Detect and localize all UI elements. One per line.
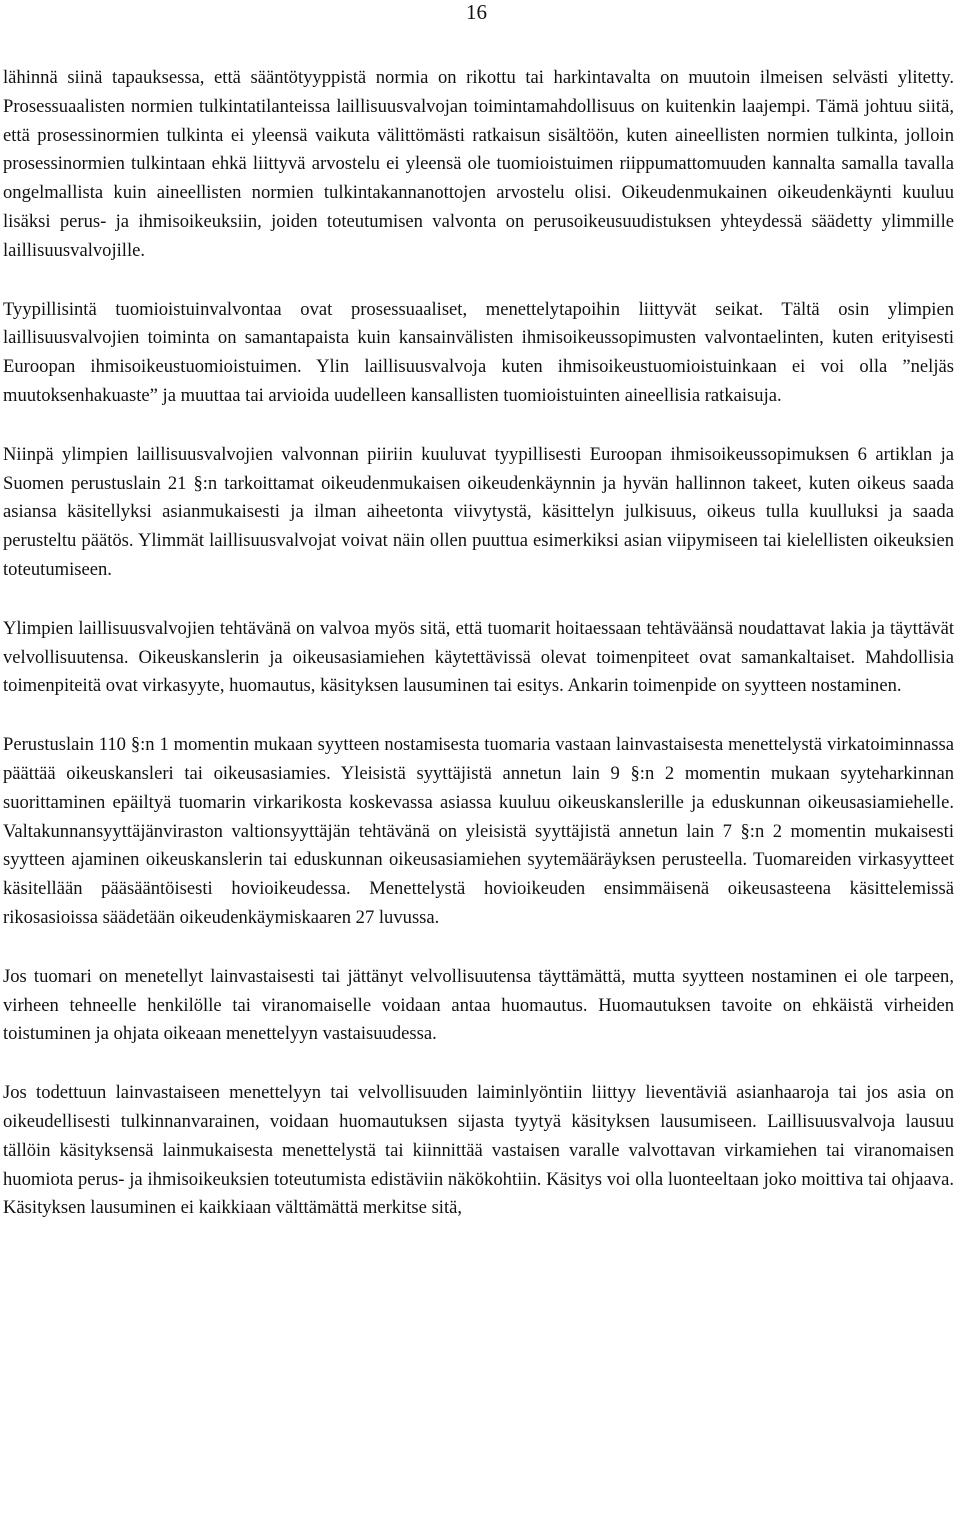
paragraph-3: Niinpä ylimpien laillisuusvalvojien valvonnan piiriin kuuluvat tyypillisesti Euroopan ihmisoikeussopimuksen 6 artiklan ja Suomen perustuslain 21 §:n tarkoittamat oikeudenmukaisen oikeudenkäynnin ja hyvän hallinnon takeet, kuten oikeus saada asiansa käsitellyksi asianmukaisesti ja ilman aiheetonta viivytystä, käsittelyn julkisuus, oikeus tulla kuulluksi ja saada perusteltu päätös. Ylimmät laillisuusvalvojat voivat näin ollen puuttua esimerkiksi asian viipymiseen tai kielellisten oikeuksien toteutumiseen.	[3, 443, 954, 580]
paragraph-4: Ylimpien laillisuusvalvojien tehtävänä on valvoa myös sitä, että tuomarit hoitaessaan tehtäväänsä noudattavat lakia ja täyttävät velvollisuutensa. Oikeuskanslerin ja oikeusasiamiehen käytettävissä olevat toimenpiteet ovat samankaltaiset. Mahdollisia toimenpiteitä ovat virkasyyte, huomautus, käsityksen lausuminen tai esitys. Ankarin toimenpide on syytteen nostaminen.	[3, 617, 954, 697]
page-header	[0, 0, 960, 26]
paragraph-6: Jos tuomari on menetellyt lainvastaisesti tai jättänyt velvollisuutensa täyttämättä, mutta syytteen nostaminen ei ole tarpeen, virheen tehneelle henkilölle tai viranomaiselle voidaan antaa huomautus. Huomautuksen tavoite on ehkäistä virheiden toistuminen ja ohjata oikeaan menettelyyn vastaisuudessa.	[3, 965, 954, 1045]
paragraph-7: Jos todettuun lainvastaiseen menettelyyn tai velvollisuuden laiminlyöntiin liittyy lieventäviä asianhaaroja tai jos asia on oikeudellisesti tulkinnanvarainen, voidaan huomautuksen sijasta tyytyä käsityksen lausumiseen. Laillisuusvalvoja lausuu tällöin käsityksensä lainmukaisesta menettelystä tai kiinnittää vastaisen varalle valvottavan virkamiehen tai viranomaisen huomiota perus- ja ihmisoikeuksien toteutumista edistäviin näkökohtiin. Käsitys voi olla luonteeltaan joko moittiva tai ohjaava. Käsityksen lausuminen ei kaikkiaan välttämättä merkitse sitä,	[3, 1082, 954, 1219]
paragraph-1: lähinnä siinä tapauksessa, että sääntötyyppistä normia on rikottu tai harkintavalta on muutoin ilmeisen selvästi ylitetty. Prosessuaalisten normien tulkintatilanteissa laillisuusvalvojan toimintamahdollisuus on kuitenkin laajempi. Tämä johtuu siitä, että prosessinormien tulkinta ei yleensä vaikuta välittömästi ratkaisun sisältöön, kuten aineellisten normien tulkinta, jolloin prosessinormien tulkintaan ehkä liittyvä arvostelu ei yleensä ole tuomioistuimen riippumattomuuden kannalta samalla tavalla ongelmallista kuin aineellisten normien tulkintakannanottojen arvostelu olisi. Oikeudenmukainen oikeudenkäynti kuuluu lisäksi perus- ja ihmisoikeuksiin, joiden toteutumisen valvonta on perusoikeusuudistuksen yhteydessä säädetty ylimmille laillisuusvalvojille.	[3, 67, 954, 261]
document-body	[3, 64, 954, 1253]
page-number: 16	[466, 0, 487, 24]
paragraph-2: Tyypillisintä tuomioistuinvalvontaa ovat prosessuaaliset, menettelytapoihin liittyvät seikat. Tältä osin ylimpien laillisuusvalvojien toiminta on samantapaista kuin kansainvälisten ihmisoikeussopimusten valvontaelinten, kuten erityisesti Euroopan ihmisoikeustuomioistuimen. Ylin laillisuusvalvoja kuten ihmisoikeustuomioistuinkaan ei voi olla ”neljäs muutoksenhakuaste” ja muuttaa tai arvioida uudelleen kansallisten tuomioistuinten aineellisia ratkaisuja.	[3, 298, 954, 406]
paragraph-5: Perustuslain 110 §:n 1 momentin mukaan syytteen nostamisesta tuomaria vastaan lainvastaisesta menettelystä virkatoiminnassa päättää oikeuskansleri tai oikeusasiamies. Yleisistä syyttäjistä annetun lain 9 §:n 2 momentin mukaan syyteharkinnan suorittaminen epäiltyä tuomarin virkarikosta koskevassa asiassa kuuluu oikeuskanslerille ja eduskunnan oikeusasiamiehelle. Valtakunnansyyttäjänviraston valtionsyyttäjän tehtävänä on yleisistä syyttäjistä annetun lain 7 §:n 2 momentin mukaisesti syytteen ajaminen oikeuskanslerin tai eduskunnan oikeusasiamiehen syytemääräyksen perusteella. Tuomareiden virkasyytteet käsitellään pääsääntöisesti hovioikeudessa. Menettelystä hovioikeuden ensimmäisenä oikeusasteena käsittelemissä rikosasioissa säädetään oikeudenkäymiskaaren 27 luvussa.	[3, 734, 954, 928]
